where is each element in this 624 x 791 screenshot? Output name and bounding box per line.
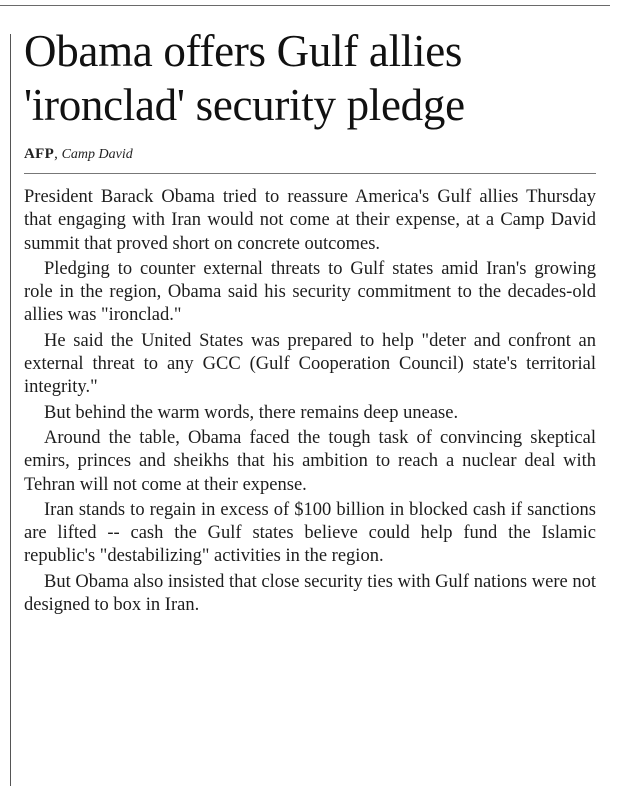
paragraph-7: But Obama also insisted that close security ties with Gulf nations were not designed to box in Iran. xyxy=(24,571,596,616)
byline-rule xyxy=(24,173,596,174)
paragraph-2: Pledging to counter external threats to Gulf states amid Iran's growing role in the region, Obama said his security commitment to the decades-old allies was "ironclad." xyxy=(24,258,596,326)
top-rule xyxy=(0,5,610,6)
paragraph-3: He said the United States was prepared to help "deter and confront an external threat to any GCC (Gulf Cooperation Council) state's territorial integrity." xyxy=(24,330,596,398)
headline: Obama offers Gulf allies 'ironclad' security pledge xyxy=(24,26,465,130)
paragraph-1: President Barack Obama tried to reassure America's Gulf allies Thursday that engaging with Iran would not come at their expense, at a Camp David summit that proved short on concrete outcomes. xyxy=(24,187,596,254)
byline-separator: , xyxy=(54,146,58,162)
left-column-rule xyxy=(10,34,11,786)
paragraph-6: Iran stands to regain in excess of $100 billion in blocked cash if sanctions are lifted -- cash the Gulf states believe could help fund the Islamic republic's "destabilizing" activities in the region. xyxy=(24,499,596,567)
byline xyxy=(24,145,608,164)
byline-agency: AFP xyxy=(24,146,55,162)
paragraph-4: But behind the warm words, there remains deep unease. xyxy=(44,402,459,423)
byline-location: Camp David xyxy=(61,147,133,162)
news-article xyxy=(24,24,608,619)
paragraph-5: Around the table, Obama faced the tough task of convincing skeptical emirs, princes and sheikhs that his ambition to reach a nuclear deal with Tehran will not come at their expense. xyxy=(24,427,596,495)
article-body xyxy=(24,186,596,617)
